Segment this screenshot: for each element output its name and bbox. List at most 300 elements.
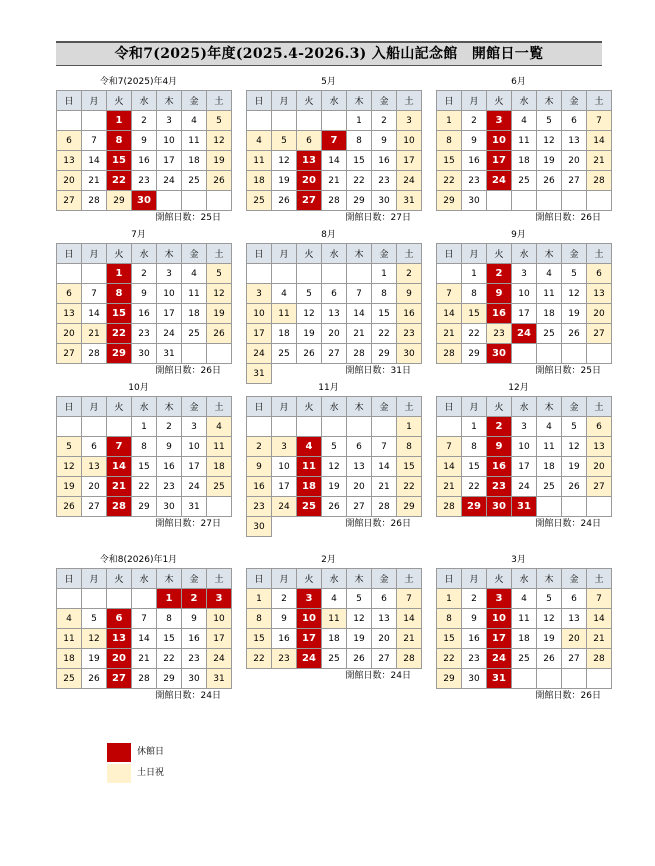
day-cell: 7 <box>82 284 107 304</box>
day-cell: 14 <box>587 609 612 629</box>
day-cell: 19 <box>297 324 322 344</box>
weekday-header: 金 <box>182 569 207 589</box>
empty-cell <box>537 497 562 517</box>
open-days-count: 開館日数：25日 <box>535 366 601 376</box>
day-cell: 18 <box>297 477 322 497</box>
day-cell: 12 <box>272 151 297 171</box>
day-cell: 30 <box>462 669 487 689</box>
open-days-count: 開館日数：24日 <box>155 691 221 701</box>
legend-holiday-swatch <box>107 764 131 783</box>
day-cell: 24 <box>297 649 322 669</box>
weekday-header: 土 <box>207 569 232 589</box>
day-cell: 9 <box>487 437 512 457</box>
day-cell: 6 <box>562 589 587 609</box>
day-cell: 20 <box>57 171 82 191</box>
day-cell: 19 <box>207 304 232 324</box>
day-cell: 17 <box>247 324 272 344</box>
day-cell: 7 <box>372 437 397 457</box>
weekday-header: 水 <box>512 91 537 111</box>
weekday-header: 木 <box>157 244 182 264</box>
day-cell: 7 <box>397 589 422 609</box>
day-cell: 10 <box>512 284 537 304</box>
empty-cell <box>562 191 587 211</box>
day-cell: 16 <box>462 151 487 171</box>
day-cell: 16 <box>247 477 272 497</box>
day-cell: 3 <box>397 111 422 131</box>
day-cell: 13 <box>372 609 397 629</box>
day-cell: 23 <box>132 324 157 344</box>
weekday-header: 土 <box>207 397 232 417</box>
day-cell: 9 <box>462 609 487 629</box>
weekday-header: 金 <box>182 91 207 111</box>
day-cell: 20 <box>107 649 132 669</box>
day-cell: 2 <box>132 111 157 131</box>
weekday-header: 日 <box>247 569 272 589</box>
weekday-header: 水 <box>132 397 157 417</box>
day-cell: 28 <box>322 191 347 211</box>
weekday-header: 木 <box>157 91 182 111</box>
weekday-header: 月 <box>462 397 487 417</box>
day-cell: 13 <box>587 284 612 304</box>
day-cell: 3 <box>487 111 512 131</box>
day-cell: 28 <box>82 344 107 364</box>
day-cell: 6 <box>372 589 397 609</box>
month-table <box>246 396 422 537</box>
day-cell: 31 <box>247 364 272 384</box>
empty-cell <box>272 417 297 437</box>
weekday-header: 金 <box>372 244 397 264</box>
day-cell: 19 <box>207 151 232 171</box>
day-cell: 24 <box>182 477 207 497</box>
day-cell: 29 <box>107 344 132 364</box>
month-table <box>436 243 612 364</box>
open-days-count: 開館日数：26日 <box>345 519 411 529</box>
day-cell: 7 <box>322 131 347 151</box>
weekday-header: 月 <box>82 397 107 417</box>
empty-cell <box>322 364 347 384</box>
day-cell: 11 <box>182 131 207 151</box>
day-cell: 12 <box>322 457 347 477</box>
day-cell: 4 <box>512 111 537 131</box>
day-cell: 30 <box>487 497 512 517</box>
empty-cell <box>347 417 372 437</box>
day-cell: 18 <box>207 457 232 477</box>
day-cell: 31 <box>397 191 422 211</box>
day-cell: 26 <box>347 649 372 669</box>
empty-cell <box>512 669 537 689</box>
month-label: 8月 <box>321 230 336 240</box>
day-cell: 11 <box>297 457 322 477</box>
day-cell: 8 <box>462 284 487 304</box>
day-cell: 3 <box>247 284 272 304</box>
empty-cell <box>272 364 297 384</box>
day-cell: 27 <box>372 649 397 669</box>
day-cell: 16 <box>132 151 157 171</box>
day-cell: 9 <box>372 131 397 151</box>
day-cell: 1 <box>107 264 132 284</box>
day-cell: 23 <box>462 171 487 191</box>
day-cell: 8 <box>397 437 422 457</box>
day-cell: 15 <box>462 304 487 324</box>
day-cell: 2 <box>157 417 182 437</box>
weekday-header: 火 <box>487 244 512 264</box>
day-cell: 11 <box>512 609 537 629</box>
day-cell: 6 <box>587 264 612 284</box>
weekday-header: 土 <box>397 397 422 417</box>
weekday-header: 火 <box>297 397 322 417</box>
day-cell: 18 <box>537 457 562 477</box>
day-cell: 2 <box>272 589 297 609</box>
day-cell: 12 <box>537 609 562 629</box>
month-label: 10月 <box>128 383 149 393</box>
day-cell: 4 <box>182 111 207 131</box>
day-cell: 14 <box>82 151 107 171</box>
empty-cell <box>322 111 347 131</box>
day-cell: 15 <box>347 151 372 171</box>
weekday-header: 火 <box>297 569 322 589</box>
day-cell: 20 <box>297 171 322 191</box>
weekday-header: 日 <box>437 397 462 417</box>
day-cell: 13 <box>562 131 587 151</box>
day-cell: 9 <box>397 284 422 304</box>
day-cell: 1 <box>372 264 397 284</box>
day-cell: 5 <box>207 111 232 131</box>
day-cell: 4 <box>537 264 562 284</box>
empty-cell <box>272 517 297 537</box>
day-cell: 25 <box>537 477 562 497</box>
day-cell: 3 <box>487 589 512 609</box>
day-cell: 15 <box>462 457 487 477</box>
day-cell: 19 <box>537 151 562 171</box>
day-cell: 28 <box>82 191 107 211</box>
day-cell: 3 <box>512 417 537 437</box>
day-cell: 12 <box>537 131 562 151</box>
open-days-count: 開館日数：24日 <box>345 671 411 681</box>
day-cell: 29 <box>437 191 462 211</box>
day-cell: 2 <box>462 111 487 131</box>
empty-cell <box>347 264 372 284</box>
day-cell: 11 <box>182 284 207 304</box>
day-cell: 1 <box>157 589 182 609</box>
month-table <box>436 396 612 517</box>
day-cell: 23 <box>487 477 512 497</box>
day-cell: 6 <box>107 609 132 629</box>
empty-cell <box>57 589 82 609</box>
day-cell: 13 <box>82 457 107 477</box>
day-cell: 26 <box>322 497 347 517</box>
day-cell: 15 <box>107 304 132 324</box>
day-cell: 11 <box>57 629 82 649</box>
weekday-header: 金 <box>372 569 397 589</box>
day-cell: 7 <box>587 589 612 609</box>
day-cell: 25 <box>512 649 537 669</box>
day-cell: 7 <box>437 437 462 457</box>
day-cell: 27 <box>587 477 612 497</box>
weekday-header: 月 <box>272 91 297 111</box>
day-cell: 8 <box>107 131 132 151</box>
day-cell: 28 <box>372 497 397 517</box>
day-cell: 20 <box>322 324 347 344</box>
day-cell: 24 <box>487 649 512 669</box>
empty-cell <box>82 111 107 131</box>
day-cell: 10 <box>397 131 422 151</box>
month-table <box>56 396 232 517</box>
weekday-header: 水 <box>322 91 347 111</box>
day-cell: 14 <box>587 131 612 151</box>
day-cell: 21 <box>107 477 132 497</box>
weekday-header: 日 <box>57 91 82 111</box>
empty-cell <box>207 497 232 517</box>
day-cell: 24 <box>157 324 182 344</box>
weekday-header: 日 <box>247 244 272 264</box>
day-cell: 22 <box>462 324 487 344</box>
day-cell: 7 <box>132 609 157 629</box>
day-cell: 1 <box>462 264 487 284</box>
day-cell: 5 <box>82 609 107 629</box>
day-cell: 15 <box>107 151 132 171</box>
day-cell: 23 <box>247 497 272 517</box>
weekday-header: 月 <box>462 569 487 589</box>
day-cell: 12 <box>562 437 587 457</box>
month-label: 12月 <box>508 383 529 393</box>
day-cell: 11 <box>537 284 562 304</box>
day-cell: 28 <box>437 344 462 364</box>
day-cell: 17 <box>297 629 322 649</box>
empty-cell <box>57 417 82 437</box>
empty-cell <box>487 191 512 211</box>
day-cell: 25 <box>512 171 537 191</box>
day-cell: 13 <box>587 437 612 457</box>
day-cell: 28 <box>107 497 132 517</box>
day-cell: 1 <box>132 417 157 437</box>
day-cell: 7 <box>107 437 132 457</box>
day-cell: 17 <box>512 304 537 324</box>
day-cell: 8 <box>247 609 272 629</box>
day-cell: 17 <box>397 151 422 171</box>
weekday-header: 月 <box>82 244 107 264</box>
day-cell: 15 <box>132 457 157 477</box>
day-cell: 8 <box>462 437 487 457</box>
day-cell: 7 <box>437 284 462 304</box>
day-cell: 2 <box>372 111 397 131</box>
empty-cell <box>157 191 182 211</box>
day-cell: 5 <box>272 131 297 151</box>
day-cell: 9 <box>157 437 182 457</box>
day-cell: 1 <box>462 417 487 437</box>
day-cell: 14 <box>372 457 397 477</box>
day-cell: 27 <box>57 344 82 364</box>
empty-cell <box>82 264 107 284</box>
day-cell: 13 <box>107 629 132 649</box>
day-cell: 9 <box>132 284 157 304</box>
empty-cell <box>247 111 272 131</box>
day-cell: 26 <box>207 324 232 344</box>
empty-cell <box>587 497 612 517</box>
day-cell: 4 <box>182 264 207 284</box>
day-cell: 5 <box>57 437 82 457</box>
day-cell: 15 <box>157 629 182 649</box>
day-cell: 5 <box>562 264 587 284</box>
day-cell: 24 <box>272 497 297 517</box>
weekday-header: 水 <box>512 397 537 417</box>
weekday-header: 木 <box>537 244 562 264</box>
weekday-header: 日 <box>437 569 462 589</box>
open-days-count: 開館日数：26日 <box>535 213 601 223</box>
empty-cell <box>132 589 157 609</box>
weekday-header: 月 <box>272 569 297 589</box>
day-cell: 22 <box>347 171 372 191</box>
day-cell: 28 <box>587 171 612 191</box>
weekday-header: 金 <box>562 397 587 417</box>
day-cell: 6 <box>587 417 612 437</box>
day-cell: 28 <box>347 344 372 364</box>
empty-cell <box>107 417 132 437</box>
day-cell: 14 <box>107 457 132 477</box>
day-cell: 8 <box>372 284 397 304</box>
day-cell: 10 <box>272 457 297 477</box>
day-cell: 9 <box>462 131 487 151</box>
day-cell: 21 <box>132 649 157 669</box>
day-cell: 10 <box>182 437 207 457</box>
weekday-header: 月 <box>462 91 487 111</box>
day-cell: 29 <box>157 669 182 689</box>
day-cell: 25 <box>57 669 82 689</box>
day-cell: 9 <box>182 609 207 629</box>
day-cell: 26 <box>57 497 82 517</box>
empty-cell <box>562 497 587 517</box>
empty-cell <box>512 191 537 211</box>
day-cell: 11 <box>207 437 232 457</box>
weekday-header: 火 <box>487 91 512 111</box>
month-label: 7月 <box>131 230 146 240</box>
weekday-header: 日 <box>437 244 462 264</box>
open-days-count: 開館日数：26日 <box>535 691 601 701</box>
day-cell: 24 <box>487 171 512 191</box>
weekday-header: 木 <box>157 569 182 589</box>
day-cell: 22 <box>462 477 487 497</box>
day-cell: 26 <box>537 649 562 669</box>
open-days-count: 開館日数：31日 <box>345 366 411 376</box>
weekday-header: 水 <box>132 91 157 111</box>
day-cell: 2 <box>397 264 422 284</box>
day-cell: 20 <box>82 477 107 497</box>
day-cell: 26 <box>562 477 587 497</box>
day-cell: 5 <box>322 437 347 457</box>
day-cell: 11 <box>247 151 272 171</box>
day-cell: 23 <box>132 171 157 191</box>
day-cell: 4 <box>512 589 537 609</box>
day-cell: 5 <box>347 589 372 609</box>
day-cell: 12 <box>562 284 587 304</box>
day-cell: 9 <box>132 131 157 151</box>
day-cell: 27 <box>562 171 587 191</box>
day-cell: 27 <box>562 649 587 669</box>
weekday-header: 火 <box>487 569 512 589</box>
day-cell: 21 <box>372 477 397 497</box>
day-cell: 4 <box>297 437 322 457</box>
day-cell: 17 <box>512 457 537 477</box>
day-cell: 10 <box>487 609 512 629</box>
day-cell: 29 <box>132 497 157 517</box>
day-cell: 19 <box>82 649 107 669</box>
day-cell: 22 <box>107 324 132 344</box>
day-cell: 18 <box>247 171 272 191</box>
day-cell: 26 <box>562 324 587 344</box>
weekday-header: 金 <box>372 91 397 111</box>
empty-cell <box>247 417 272 437</box>
month-table <box>56 568 232 689</box>
day-cell: 2 <box>487 264 512 284</box>
day-cell: 31 <box>207 669 232 689</box>
weekday-header: 火 <box>107 397 132 417</box>
day-cell: 16 <box>372 151 397 171</box>
month-table <box>56 243 232 364</box>
day-cell: 15 <box>247 629 272 649</box>
weekday-header: 月 <box>272 244 297 264</box>
day-cell: 9 <box>272 609 297 629</box>
day-cell: 23 <box>182 649 207 669</box>
empty-cell <box>587 669 612 689</box>
weekday-header: 木 <box>537 569 562 589</box>
day-cell: 21 <box>82 324 107 344</box>
day-cell: 24 <box>512 477 537 497</box>
day-cell: 17 <box>487 151 512 171</box>
day-cell: 10 <box>247 304 272 324</box>
day-cell: 8 <box>107 284 132 304</box>
weekday-header: 火 <box>487 397 512 417</box>
day-cell: 27 <box>347 497 372 517</box>
day-cell: 17 <box>207 629 232 649</box>
weekday-header: 水 <box>322 569 347 589</box>
day-cell: 22 <box>372 324 397 344</box>
day-cell: 28 <box>132 669 157 689</box>
day-cell: 3 <box>272 437 297 457</box>
empty-cell <box>182 191 207 211</box>
weekday-header: 土 <box>397 244 422 264</box>
day-cell: 6 <box>82 437 107 457</box>
day-cell: 8 <box>437 609 462 629</box>
weekday-header: 水 <box>512 569 537 589</box>
day-cell: 12 <box>347 609 372 629</box>
day-cell: 3 <box>297 589 322 609</box>
day-cell: 23 <box>272 649 297 669</box>
page-title: 令和7(2025)年度(2025.4-2026.3) 入船山記念館 開館日一覧 <box>56 41 602 66</box>
day-cell: 29 <box>372 344 397 364</box>
day-cell: 1 <box>107 111 132 131</box>
legend-holiday-label: 土日祝 <box>137 768 165 778</box>
open-days-count: 開館日数：27日 <box>155 519 221 529</box>
weekday-header: 木 <box>347 244 372 264</box>
day-cell: 27 <box>107 669 132 689</box>
day-cell: 21 <box>437 324 462 344</box>
day-cell: 25 <box>272 344 297 364</box>
day-cell: 28 <box>397 649 422 669</box>
day-cell: 12 <box>57 457 82 477</box>
empty-cell <box>182 344 207 364</box>
day-cell: 3 <box>512 264 537 284</box>
day-cell: 25 <box>537 324 562 344</box>
day-cell: 2 <box>487 417 512 437</box>
day-cell: 18 <box>512 629 537 649</box>
month-label: 6月 <box>511 77 526 87</box>
day-cell: 31 <box>512 497 537 517</box>
day-cell: 29 <box>462 497 487 517</box>
empty-cell <box>297 111 322 131</box>
day-cell: 30 <box>462 191 487 211</box>
day-cell: 10 <box>297 609 322 629</box>
weekday-header: 日 <box>57 244 82 264</box>
legend-closed-swatch <box>107 743 131 762</box>
